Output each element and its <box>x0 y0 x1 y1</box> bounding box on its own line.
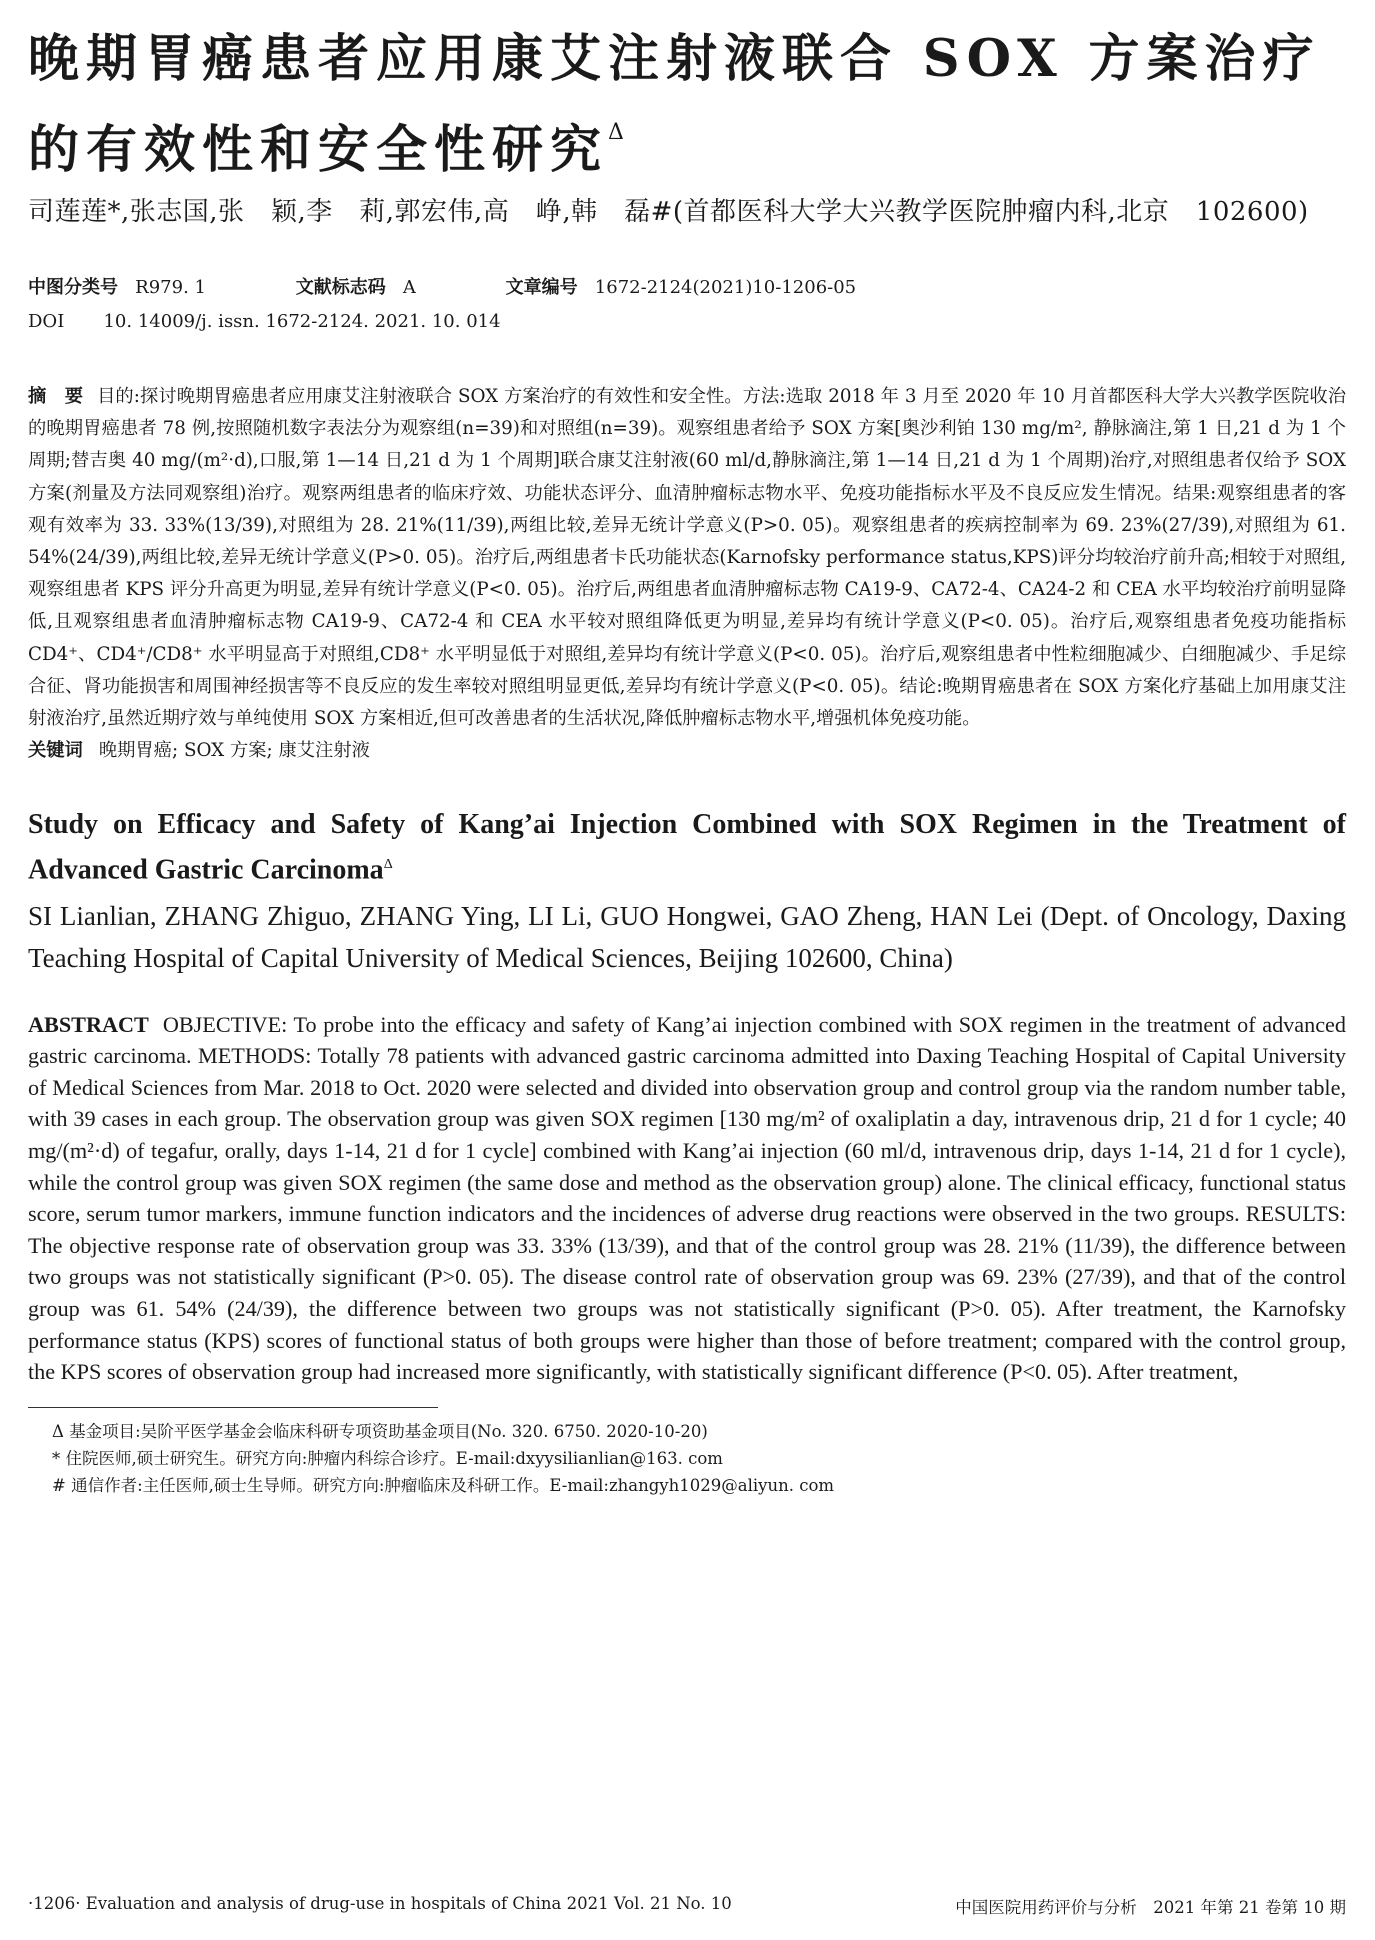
footer-left: ·1206· Evaluation and analysis of drug-use in hospitals of China 2021 Vol. 21 No. 10 <box>28 1894 732 1913</box>
article-number-label: 文章编号 <box>505 277 578 298</box>
footer-right: 中国医院用药评价与分析 2021 年第 21 卷第 10 期 <box>955 1898 1346 1917</box>
keywords-cn-label: 关键词 <box>28 740 83 762</box>
footnote-corresponding-author: # 通信作者:主任医师,硕士生导师。研究方向:肿瘤临床及科研工作。E-mail:zhangyh1029@aliyun. com <box>52 1476 835 1495</box>
title-en-text: Study on Efficacy and Safety of Kang’ai Injection Combined with SOX Regimen in the Treatment of Advanced Gastric Carcinoma <box>28 809 1346 886</box>
doi-value: 10. 14009/j. issn. 1672-2124. 2021. 10. 014 <box>103 311 501 332</box>
page-footer <box>28 1894 1346 1918</box>
title-cn-text: 晚期胃癌患者应用康艾注射液联合 SOX 方案治疗的有效性和安全性研究 <box>28 29 1321 180</box>
footnote-divider <box>28 1407 438 1408</box>
keywords-cn <box>28 735 1346 767</box>
article-page <box>28 22 1346 1388</box>
doc-code-label: 文献标志码 <box>295 277 386 298</box>
authors-cn: 司莲莲*,张志国,张 颖,李 莉,郭宏伟,高 峥,韩 磊#(首都医科大学大兴教学医院肿瘤内科,北京 102600) <box>28 197 1309 227</box>
abstract-cn <box>28 381 1346 735</box>
clc-value: R979. 1 <box>135 277 206 298</box>
footnote-fund: Δ 基金项目:吴阶平医学基金会临床科研专项资助基金项目(No. 320. 6750. 2020-10-20) <box>52 1422 708 1441</box>
article-metadata <box>28 271 1346 339</box>
keywords-cn-text: 晚期胃癌; SOX 方案; 康艾注射液 <box>98 740 370 762</box>
abstract-en <box>28 1009 1346 1388</box>
doi-label: DOI <box>28 311 65 332</box>
article-number-value: 1672-2124(2021)10-1206-05 <box>594 277 857 298</box>
article-title-cn <box>28 22 1346 187</box>
title-cn-fund-mark: Δ <box>608 120 624 145</box>
clc-label: 中图分类号 <box>28 277 118 298</box>
doc-code-value: A <box>402 277 416 298</box>
title-en-fund-mark: Δ <box>383 857 393 873</box>
abstract-en-text: OBJECTIVE: To probe into the efficacy and safety of Kang’ai injection combined with SOX regimen in the treatment of advanced gastric carcinoma. METHODS: Totally 78 patients with advanced gastric carcinoma admitted into Daxing Teaching Hospital of Capital University of Medical Sciences from Mar. 2018 to Oct. 2020 were selected and divided into observation group and control group via the random number table, with 39 cases in each group. The observation group was given SOX regimen [130 mg/m² of oxaliplatin a day, intravenous drip, 21 d for 1 cycle; 40 mg/(m²·d) of tegafur, orally, days 1-14, 21 d for 1 cycle] combined with Kang’ai injection (60 ml/d, intravenous drip, days 1-14, 21 d for 1 cycle), while the control group was given SOX regimen (the same dose and method as the observation group) alone. The clinical efficacy, functional status score, serum tumor markers, immune function indicators and the incidences of adverse drug reactions were observed in the two groups. RESULTS: The objective response rate of observation group was 33. 33% (13/39), and that of the control group was 28. 21% (11/39), the difference between two groups was not statistically significant (P>0. 05). The disease control rate of observation group was 69. 23% (27/39), and that of the control group was 61. 54% (24/39), the difference between two groups was not statistically significant (P>0. 05). After treatment, the Karnofsky performance status (KPS) scores of functional status of both groups were higher than those of before treatment; compared with the control group, the KPS scores of observation group had increased more significantly, with statistically significant difference (P<0. 05). After treatment, <box>28 1011 1346 1385</box>
article-title-en <box>28 805 1346 890</box>
footnote-first-author: * 住院医师,硕士研究生。研究方向:肿瘤内科综合诊疗。E-mail:dxyysilianlian@163. com <box>52 1449 723 1468</box>
abstract-en-label: ABSTRACT <box>28 1011 149 1037</box>
abstract-cn-text: 目的:探讨晚期胃癌患者应用康艾注射液联合 SOX 方案治疗的有效性和安全性。方法:选取 2018 年 3 月至 2020 年 10 月首都医科大学大兴教学医院收治的晚期胃癌患者 78 例,按照随机数字表法分为观察组(n=39)和对照组(n=39)。观察组患者给予 SOX 方案[奥沙利铂 130 mg/m², 静脉滴注,第 1 日,21 d 为 1 个周期;替吉奥 40 mg/(m²·d),口服,第 1—14 日,21 d 为 1 个周期]联合康艾注射液(60 ml/d,静脉滴注,第 1—14 日,21 d 为 1 个周期)治疗,对照组患者仅给予 SOX 方案(剂量及方法同观察组)治疗。观察两组患者的临床疗效、功能状态评分、血清肿瘤标志物水平、免疫功能指标水平及不良反应发生情况。结果:观察组患者的客观有效率为 33. 33%(13/39),对照组为 28. 21%(11/39),两组比较,差异无统计学意义(P>0. 05)。观察组患者的疾病控制率为 69. 23%(27/39),对照组为 61. 54%(24/39),两组比较,差异无统计学意义(P>0. 05)。治疗后,两组患者卡氏功能状态(Karnofsky performance status,KPS)评分均较治疗前升高;相较于对照组,观察组患者 KPS 评分升高更为明显,差异有统计学意义(P<0. 05)。治疗后,两组患者血清肿瘤标志物 CA19-9、CA72-4、CA24-2 和 CEA 水平均较治疗前明显降低,且观察组患者血清肿瘤标志物 CA19-9、CA72-4 和 CEA 水平较对照组降低更为明显,差异均有统计学意义(P<0. 05)。治疗后,观察组患者免疫功能指标 CD4⁺、CD4⁺/CD8⁺ 水平明显高于对照组,CD8⁺ 水平明显低于对照组,差异均有统计学意义(P<0. 05)。治疗后,观察组患者中性粒细胞减少、白细胞减少、手足综合征、肾功能损害和周围神经损害等不良反应的发生率较对照组明显更低,差异均有统计学意义(P<0. 05)。结论:晚期胃癌患者在 SOX 方案化疗基础上加用康艾注射液治疗,虽然近期疗效与单纯使用 SOX 方案相近,但可改善患者的生活状况,降低肿瘤标志物水平,增强机体免疫功能。 <box>28 386 1347 730</box>
footnotes <box>52 1418 834 1499</box>
abstract-cn-label: 摘 要 <box>28 386 84 407</box>
authors-en: SI Lianlian, ZHANG Zhiguo, ZHANG Ying, LI Li, GUO Hongwei, GAO Zheng, HAN Lei (Dept. of Oncology, Daxing Teaching Hospital of Capital University of Medical Sciences, Beijing 102600, China) <box>28 900 1346 973</box>
